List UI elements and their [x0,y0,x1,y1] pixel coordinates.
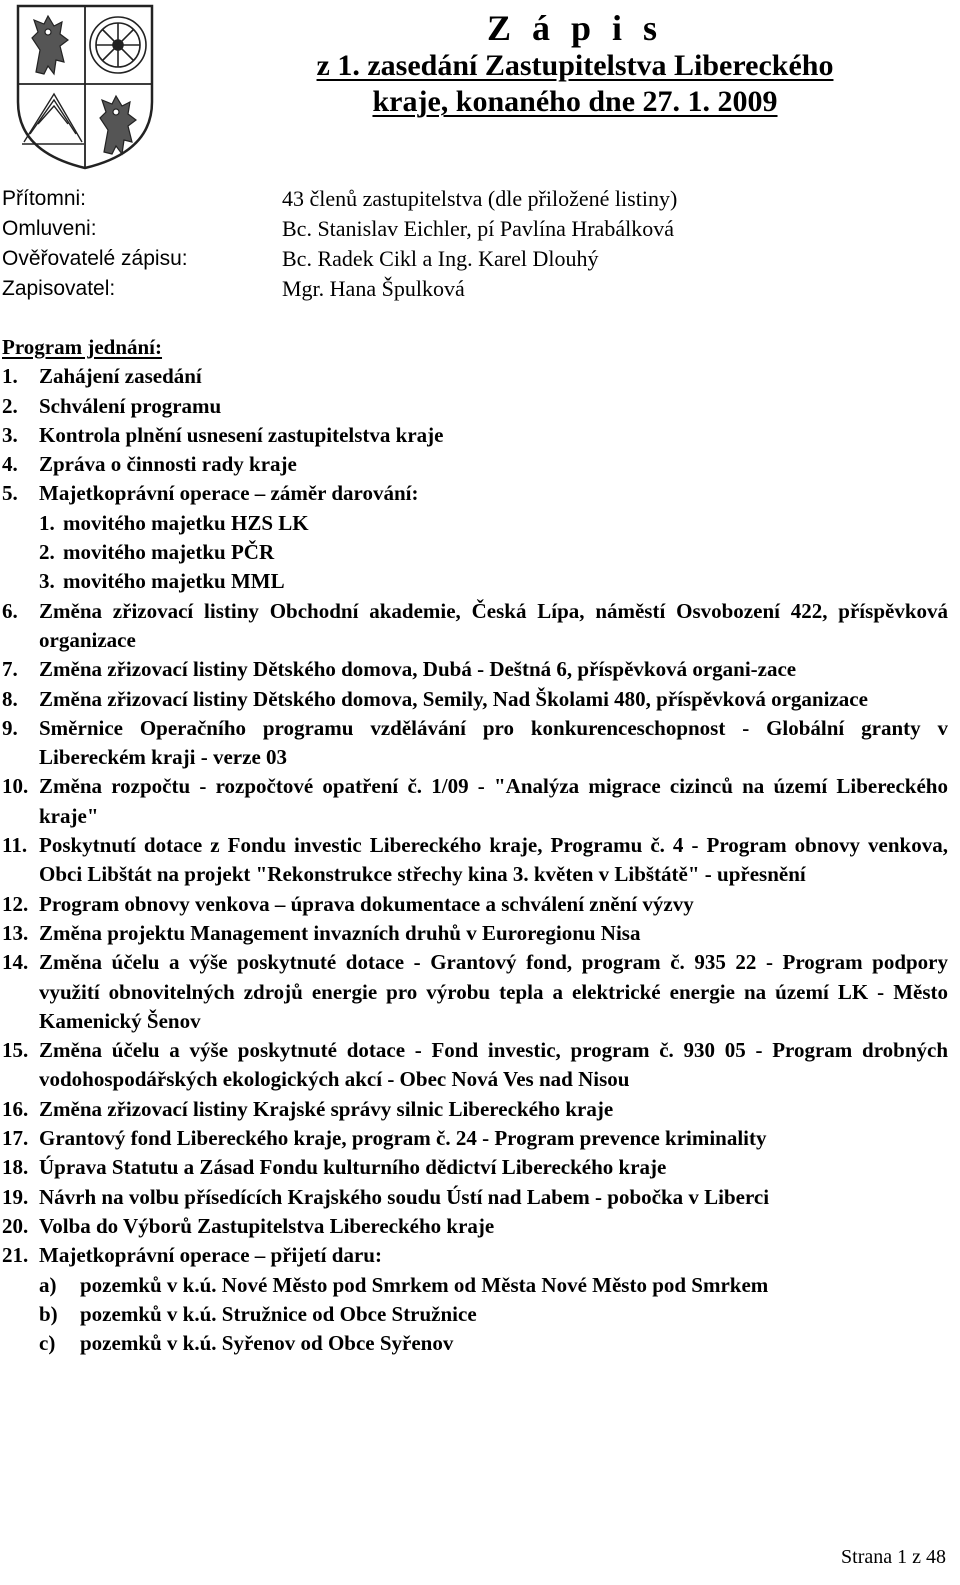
attendance-value: 43 členů zastupitelstva (dle přiložené listiny) [282,186,678,211]
item-number: 10. [2,774,29,799]
list-item [2,1153,948,1182]
list-item [2,479,948,508]
list-item [2,1183,948,1212]
item-text: Změna účelu a výše poskytnuté dotace - Grantový fond, program č. 935 22 - Program podpory využití obnovitelných zdrojů energie pro výrobu tepla a elektrické energie na území LK - Město Kamenický Šenov [39,950,948,1033]
item-text: Grantový fond Libereckého kraje, program č. 24 - Program prevence kriminality [39,1126,767,1151]
list-item [2,919,948,948]
item-text: pozemků v k.ú. Stružnice od Obce Stružnice [80,1301,477,1326]
item-text: Návrh na volbu přísedících Krajského soudu Ústí nad Labem - pobočka v Liberci [39,1184,770,1209]
item-number: 9. [2,715,18,740]
list-item [2,450,948,479]
list-item [2,1095,948,1124]
item-text: pozemků v k.ú. Nové Město pod Smrkem od Města Nové Město pod Smrkem [80,1272,769,1297]
attendance-label: Zapisovatel: [2,277,116,300]
item-text: Úprava Statutu a Zásad Fondu kulturního dědictví Libereckého kraje [39,1155,667,1180]
item-number: 12. [2,891,29,916]
program-heading: Program jednání: [2,335,163,359]
item-number: 15. [2,1038,29,1063]
item-number: 5. [2,481,18,506]
attendance-row [2,244,902,274]
item-number: c) [39,1331,56,1356]
list-item [2,392,948,421]
item-number: 7. [2,657,18,682]
title-line-2: kraje, konaného dne 27. 1. 2009 [372,85,778,118]
item-number: 16. [2,1096,29,1121]
title-main: Z á p i s [486,8,664,48]
attendance-row [2,184,902,214]
item-number: 3. [2,422,18,447]
list-item [2,685,948,714]
item-text: Změna rozpočtu - rozpočtové opatření č. 1/09 - "Analýza migrace cizinců na území Libereckého kraje" [39,774,948,828]
attendance-block [2,184,902,304]
item-number: 3. [39,569,55,594]
list-item [2,655,948,684]
sub-item [39,567,948,596]
list-item [2,421,948,450]
sub-item [39,538,948,567]
item-text: Kontrola plnění usnesení zastupitelstva kraje [39,422,444,447]
item-text: Změna zřizovací listiny Krajské správy silnic Libereckého kraje [39,1096,614,1121]
coat-of-arms-icon [14,2,156,172]
list-item [2,1036,948,1095]
item-text: movitého majetku PČR [63,540,275,565]
item-number: 4. [2,452,18,477]
item-text: Změna projektu Management invazních druhů v Euroregionu Nisa [39,920,641,945]
item-number: 14. [2,950,29,975]
item-number: a) [39,1272,57,1297]
item-text: Zahájení zasedání [39,364,202,389]
item-text: Majetkoprávní operace – přijetí daru: [39,1243,382,1268]
document-title [220,8,930,120]
item-number: 17. [2,1126,29,1151]
sub-item [39,509,948,538]
item-number: 13. [2,920,29,945]
item-number: 2. [39,540,55,565]
list-item [2,831,948,890]
sub-item [39,1300,948,1329]
item-text: Změna zřizovací listiny Dětského domova, Dubá - Deštná 6, příspěvková organi-zace [39,657,797,682]
sub-list [2,1271,948,1359]
sub-list [2,509,948,597]
item-text: Schválení programu [39,393,222,418]
item-number: 19. [2,1184,29,1209]
item-number: 11. [2,833,28,858]
attendance-row [2,214,902,244]
title-line-1: z 1. zasedání Zastupitelstva Libereckého [316,49,834,82]
attendance-label: Ověřovatelé zápisu: [2,247,188,270]
item-text: pozemků v k.ú. Syřenov od Obce Syřenov [80,1331,454,1356]
sub-item [39,1271,948,1300]
list-item [2,1241,948,1270]
item-number: 21. [2,1243,29,1268]
item-text: Změna zřizovací listiny Dětského domova, Semily, Nad Školami 480, příspěvková organizace [39,686,868,711]
list-item [2,890,948,919]
list-item [2,948,948,1036]
item-text: movitého majetku HZS LK [63,510,309,535]
item-text: Poskytnutí dotace z Fondu investic Libereckého kraje, Programu č. 4 - Program obnovy venkova, Obci Libštát na projekt "Rekonstrukce střechy kina 3. květen v Libštátě" - upřesnění [39,833,948,887]
attendance-row [2,274,902,304]
item-number: 1. [2,364,18,389]
item-text: Majetkoprávní operace – záměr darování: [39,481,419,506]
item-text: Směrnice Operačního programu vzdělávání pro konkurenceschopnost - Globální granty v Libereckém kraji - verze 03 [39,715,948,770]
item-number: 8. [2,686,18,711]
item-number: b) [39,1301,58,1326]
list-item [2,772,948,831]
item-text: Zpráva o činnosti rady kraje [39,452,297,477]
list-item [2,1124,948,1153]
item-text: Program obnovy venkova – úprava dokumentace a schválení znění výzvy [39,891,694,916]
program-list [2,333,948,1358]
list-item [2,714,948,773]
item-number: 20. [2,1213,29,1238]
item-number: 6. [2,598,18,623]
attendance-value: Bc. Radek Cikl a Ing. Karel Dlouhý [282,246,599,271]
item-text: Volba do Výborů Zastupitelstva Libereckého kraje [39,1213,495,1238]
list-item [2,362,948,391]
sub-item [39,1329,948,1358]
list-item [2,1212,948,1241]
item-text: movitého majetku MML [63,569,285,594]
attendance-label: Omluveni: [2,217,97,240]
list-item [2,597,948,656]
attendance-value: Bc. Stanislav Eichler, pí Pavlína Hrabálková [282,216,674,241]
item-text: Změna zřizovací listiny Obchodní akademie, Česká Lípa, náměstí Osvobození 422, příspěvková organizace [39,598,948,652]
item-number: 1. [39,510,55,535]
page-number: Strana 1 z 48 [841,1546,946,1568]
item-number: 18. [2,1155,29,1180]
attendance-value: Mgr. Hana Špulková [282,276,465,301]
attendance-label: Přítomni: [2,187,87,210]
item-number: 2. [2,393,18,418]
item-text: Změna účelu a výše poskytnuté dotace - Fond investic, program č. 930 05 - Program drobných vodohospodářských ekologických akcí - Obec Nová Ves nad Nisou [39,1038,948,1092]
